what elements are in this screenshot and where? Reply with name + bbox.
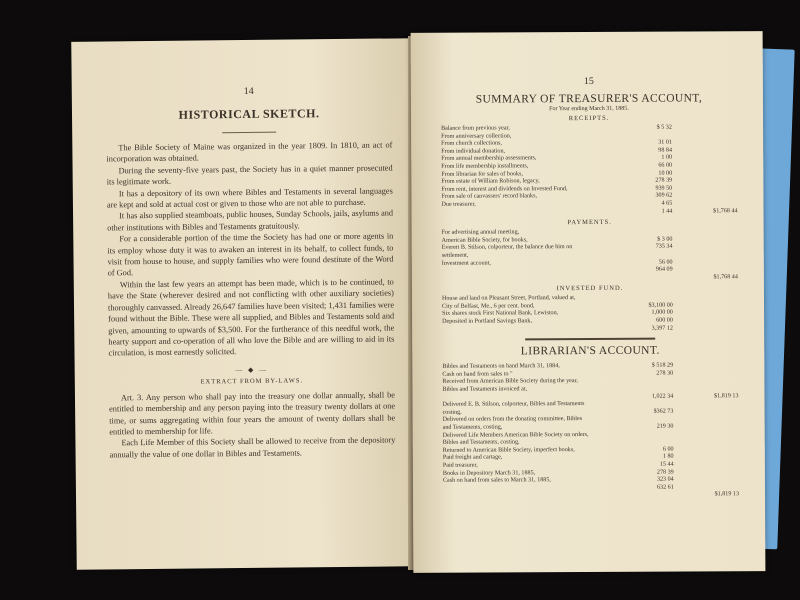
row-label: Balance from previous year,: [441, 125, 510, 132]
historical-sketch-body: [106, 139, 394, 359]
row-label: Everett B. Stilson, colporteur, the balance due him on: [441, 244, 573, 252]
table-row: [442, 208, 738, 217]
table-row: [443, 492, 739, 501]
row-label: Bibles and Testaments invoiced at,: [442, 386, 528, 393]
row-label: From anniversary collection,: [441, 132, 512, 140]
table-row: [442, 274, 738, 283]
paragraph: For a considerable portion of the time the Society has had one or more agents in its employ whose duty it was to awaken an interest in its behalf, to collect funds, to visit from house to house, and supply families who were found destitute of the Word of God.: [107, 231, 394, 278]
row-label: From rent, interest and dividends on Invested Fund,: [441, 185, 568, 193]
row-total: $1,819 13: [714, 491, 740, 498]
row-label: Paid treasurer,: [442, 462, 478, 469]
row-amount: 323 04: [656, 476, 674, 483]
row-label: House and land on Pleasant Street, Portland, valued at,: [441, 295, 576, 303]
row-amount: [631, 274, 678, 282]
treasurer-account-title: SUMMARY OF TREASURER'S ACCOUNT,: [475, 92, 703, 106]
row-label: and Testaments, costing,: [442, 424, 503, 431]
row-amount: $ 5 32: [656, 124, 672, 131]
row-label: Cash on hand from sales to ": [442, 371, 513, 378]
page-number: 15: [583, 75, 594, 88]
right-page-content: [441, 75, 739, 500]
row-amount: 309 62: [655, 192, 673, 199]
row-total: $1,819 13: [714, 392, 739, 399]
paragraph: It has also supplied steamboats, public houses, Sunday Schools, jails, asylums and other institutions with Bibles and Testaments gratuitously.: [107, 208, 394, 233]
row-amount: $ 518 29: [651, 362, 674, 369]
receipts-heading: RECEIPTS.: [568, 114, 610, 123]
librarian-table: [442, 362, 739, 500]
right-page: [411, 31, 766, 573]
row-label: Cash on hand from sales to March 31, 1885,: [442, 477, 551, 484]
row-amount: 278 39: [656, 469, 674, 476]
treasurer-account-subtitle: For Year ending March 31, 1885.: [549, 105, 629, 113]
row-label: From sale of canvassers' record blanks,: [441, 193, 537, 201]
row-amount: $362 73: [653, 408, 674, 415]
row-amount: 1,022 34: [651, 393, 674, 400]
row-amount: $ 3 00: [657, 236, 673, 243]
left-page-content: [106, 84, 396, 460]
row-label: Bibles and Testaments on hand March 31, 1884,: [442, 363, 560, 371]
row-label: For advertising annual meeting,: [441, 229, 520, 236]
table-row: [442, 325, 738, 334]
row-amount: 1 44: [661, 208, 673, 215]
row-label: City of Belfast, Me., 6 per cent. bond,: [442, 303, 535, 310]
row-label: Paid freight and cartage,: [442, 454, 503, 462]
row-amount: 6 00: [662, 446, 674, 453]
row-label: Delivered on orders from the donating committee, Bibles: [442, 416, 583, 424]
row-amount: 278 39: [655, 177, 673, 184]
row-amount: 600 00: [656, 317, 673, 324]
row-amount: $3,100 00: [648, 302, 673, 309]
paragraph: It has a depository of its own where Bibles and Testaments in several languages are kept and sold at actual cost or given to those who are not able to purchase.: [106, 186, 393, 210]
row-amount: 964 09: [655, 266, 673, 273]
row-amount: 10 00: [658, 170, 673, 177]
row-total: $1,768 44: [713, 273, 738, 281]
row-amount: 939 50: [655, 185, 673, 192]
row-amount: 735 34: [655, 243, 673, 250]
librarian-account-title: LIBRARIAN'S ACCOUNT.: [520, 344, 660, 358]
row-amount: 1,000 00: [651, 310, 673, 317]
row-amount: [632, 492, 679, 500]
row-amount: 1 00: [661, 154, 673, 161]
row-amount: 3,397 12: [651, 325, 673, 332]
bylaws-body: [109, 389, 396, 460]
payments-heading: PAYMENTS.: [567, 218, 612, 227]
row-amount: 56 00: [658, 259, 673, 266]
row-label: [442, 208, 631, 217]
row-label: Received from American Bible Society during the year,: [442, 378, 578, 386]
paragraph: During the seventy-five years past, the Society has in a quiet manner prosecuted its legitimate work.: [106, 163, 393, 187]
paragraph: Art. 3. Any person who shall pay into the treasury one dollar annually, shall be entitled to membership and any person paying into the treasury twenty dollars at one time, or sums aggregating within four years the amount of twenty dollars shall be entitled to membership for life.: [109, 390, 396, 437]
row-label: [442, 274, 631, 283]
row-label: Six shares stock First National Bank, Lewiston,: [442, 310, 559, 318]
row-label: [442, 325, 631, 334]
row-label: Delivered E. B. Stilson, colporteur, Bibles and Testaments: [442, 401, 585, 408]
row-label: [443, 492, 632, 501]
row-amount: 278 30: [656, 370, 674, 377]
row-label: From church collections,: [441, 140, 502, 147]
bylaws-heading: EXTRACT FROM BY-LAWS.: [200, 377, 304, 386]
row-amount: 4 65: [661, 200, 673, 207]
row-label: American Bible Society, for books,: [441, 237, 528, 244]
row-label: Delivered Life Members American Bible Society on orders,: [442, 431, 589, 439]
row-label: Due treasurer,: [441, 201, 476, 208]
row-label: costing,: [442, 409, 462, 416]
title-rule: [222, 132, 276, 134]
row-amount: 66 00: [658, 162, 673, 169]
invested-fund-heading: INVESTED FUND.: [556, 285, 624, 293]
paragraph: Within the last few years an attempt has been made, which is to be continued, to have the State (wherever desired and not conflicting with other auxiliary societies) thoroughly canvassed. Already 26,647 families have been visited; 1,431 families were found without the Bible. These were all supplied, and Bibles and Testaments sold and given, amounting to upwards of $3,500. For the furtherance of this needful work, the hearty support and co-operation of all who love the Bible and are willing to aid in its circulation, is most earnestly solicited.: [107, 277, 395, 358]
row-label: From estate of William Robison, legacy,: [441, 178, 540, 185]
row-total: [679, 325, 738, 333]
row-amount: 15 44: [659, 461, 674, 468]
section-rule: [525, 338, 655, 341]
row-amount: 1 80: [662, 453, 674, 460]
row-label: From annual membership assessments,: [441, 155, 537, 163]
row-label: settlement,: [441, 252, 469, 259]
section-divider: — ◆ —: [235, 365, 269, 374]
row-label: Investment account,: [441, 260, 491, 267]
row-amount: 31 01: [658, 139, 672, 146]
row-amount: 632 61: [656, 484, 674, 491]
row-label: Returned to American Bible Society, imperfect books,: [442, 446, 575, 454]
row-amount: 98 84: [658, 147, 673, 154]
row-label: From life membership installments,: [441, 163, 529, 170]
row-total: $1,768 44: [713, 207, 738, 214]
page-number: 14: [243, 85, 254, 98]
row-label: Deposited in Portland Savings Bank,: [442, 318, 533, 325]
row-label: Books in Depository March 31, 1885,: [442, 469, 536, 477]
row-amount: 219 30: [656, 423, 674, 430]
row-label: From individual donation,: [441, 148, 506, 155]
paragraph: Each Life Member of this Society shall be allowed to receive from the depository annually the value of one dollar in Bibles and Testaments.: [109, 435, 396, 460]
row-label: Bibles and Testaments, costing,: [442, 439, 520, 446]
payments-table: [442, 228, 738, 283]
invested-fund-table: [442, 294, 738, 334]
left-page: [71, 38, 421, 570]
receipts-table: [441, 124, 737, 217]
row-label: From librarian for sales of books,: [441, 170, 523, 178]
historical-sketch-title: HISTORICAL SKETCH.: [178, 106, 320, 122]
paragraph: The Bible Society of Maine was organized in the year 1809. In 1810, an act of incorporation was obtained.: [106, 140, 393, 164]
